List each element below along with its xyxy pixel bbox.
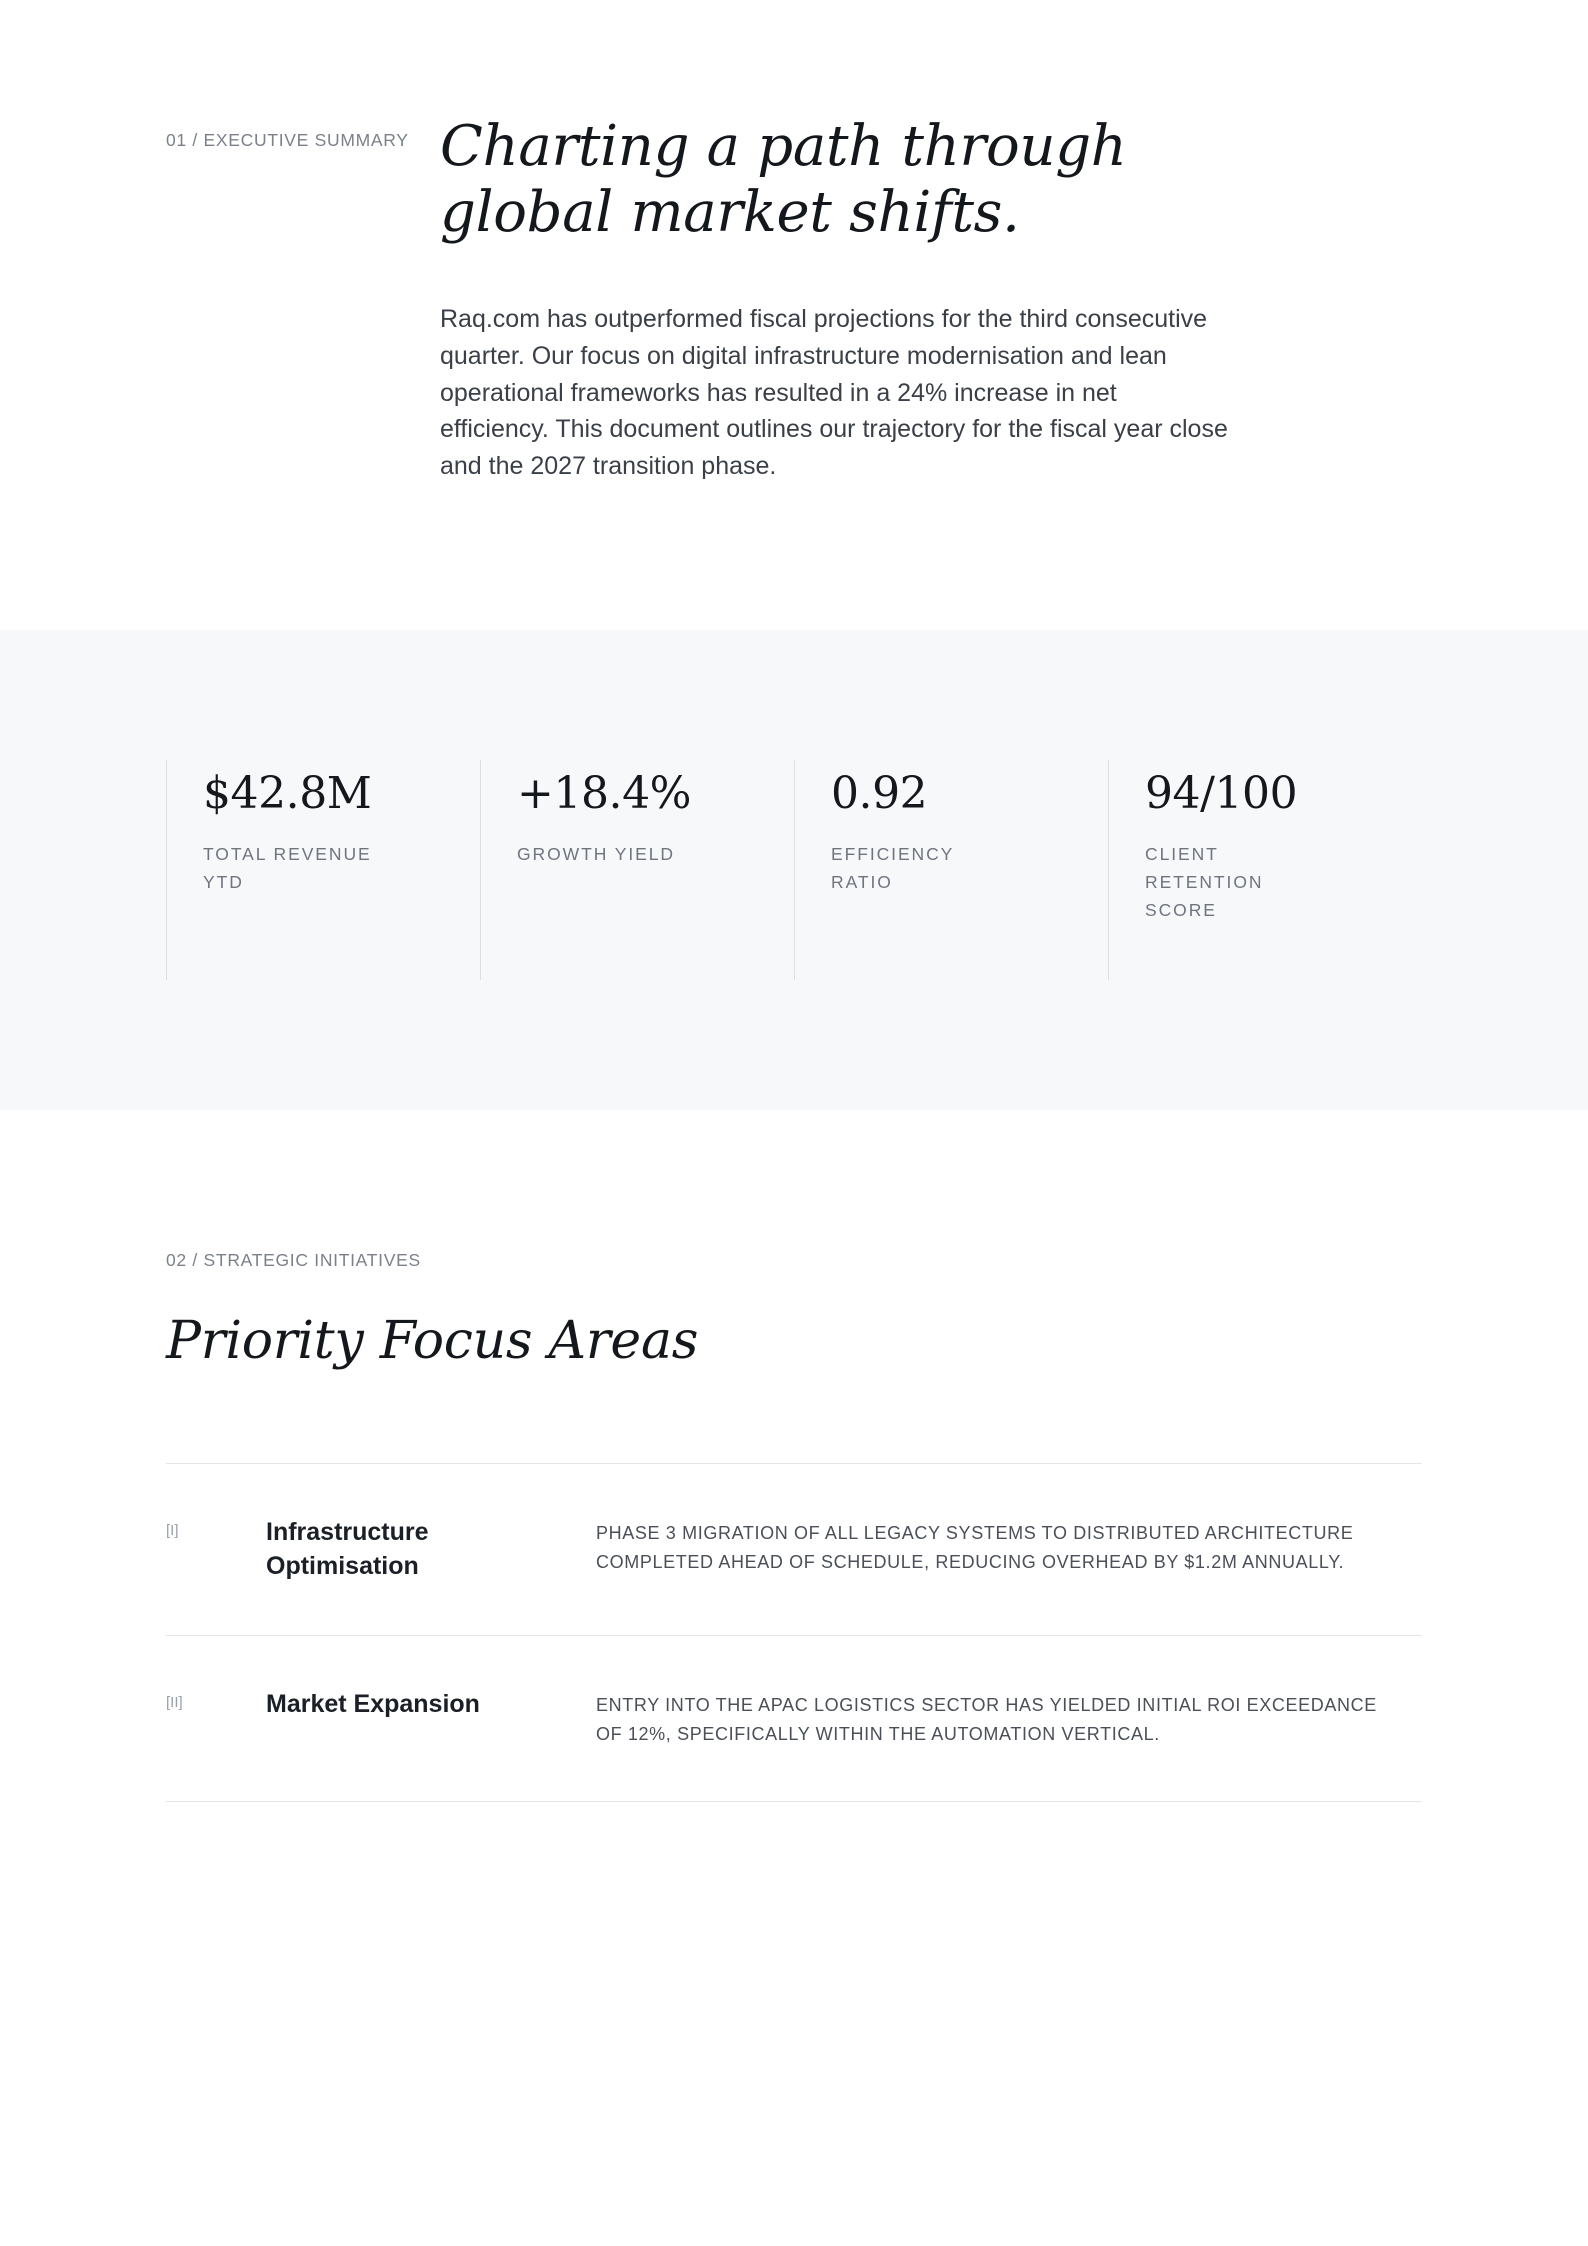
list-item xyxy=(166,1636,1422,1802)
metric-label: EFFICIENCY RATIO xyxy=(831,843,954,892)
metrics-row xyxy=(0,760,1588,980)
list-item-number: [I] xyxy=(166,1521,179,1539)
metric-value: $42.8M xyxy=(203,767,372,819)
list-item-description: ENTRY INTO THE APAC LOGISTICS SECTOR HAS YIELDED INITIAL ROI EXCEEDANCE OF 12%, SPECIFICALLY WITHIN THE AUTOMATION VERTICAL. xyxy=(596,1695,1377,1745)
metric-label: TOTAL REVENUE YTD xyxy=(203,843,372,892)
executive-summary-body-column xyxy=(440,114,1240,510)
metric-client-retention-score xyxy=(1108,760,1422,980)
executive-summary-section xyxy=(0,0,1588,510)
metric-label: CLIENT RETENTION SCORE xyxy=(1145,843,1264,920)
list-item-number: [II] xyxy=(166,1694,183,1712)
executive-summary-paragraph: Raq.com has outperformed fiscal projections for the third consecutive quarter. Our focus on digital infrastructure modernisation and lean operational frameworks has resulted in a 24% increase in net efficiency. This document outlines our trajectory for the fiscal year close and the 2027 transition phase. xyxy=(440,305,1228,481)
list-item-title: Infrastructure Optimisation xyxy=(266,1517,429,1580)
list-item-description: PHASE 3 MIGRATION OF ALL LEGACY SYSTEMS TO DISTRIBUTED ARCHITECTURE COMPLETED AHEAD OF SCHEDULE, REDUCING OVERHEAD BY $1.2M ANNUALLY. xyxy=(596,1522,1354,1572)
metric-growth-yield xyxy=(480,760,794,980)
metric-value: 94/100 xyxy=(1145,767,1298,819)
initiatives-list xyxy=(166,1463,1422,1802)
strategic-initiatives-section xyxy=(0,1110,1588,1802)
executive-summary-label-column xyxy=(0,130,440,510)
list-item xyxy=(166,1464,1422,1637)
strategic-initiatives-eyebrow: 02 / STRATEGIC INITIATIVES xyxy=(166,1249,421,1270)
metric-total-revenue xyxy=(166,760,480,980)
metric-value: +18.4% xyxy=(517,767,692,819)
metric-value: 0.92 xyxy=(831,767,928,819)
executive-summary-eyebrow: 01 / EXECUTIVE SUMMARY xyxy=(166,130,409,150)
key-metrics-band xyxy=(0,630,1588,1110)
section-title: Priority Focus Areas xyxy=(166,1310,699,1371)
metric-label: GROWTH YIELD xyxy=(517,843,675,864)
metric-efficiency-ratio xyxy=(794,760,1108,980)
list-item-title: Market Expansion xyxy=(266,1690,480,1719)
page-title: Charting a path through global market shifts. xyxy=(440,114,1127,245)
